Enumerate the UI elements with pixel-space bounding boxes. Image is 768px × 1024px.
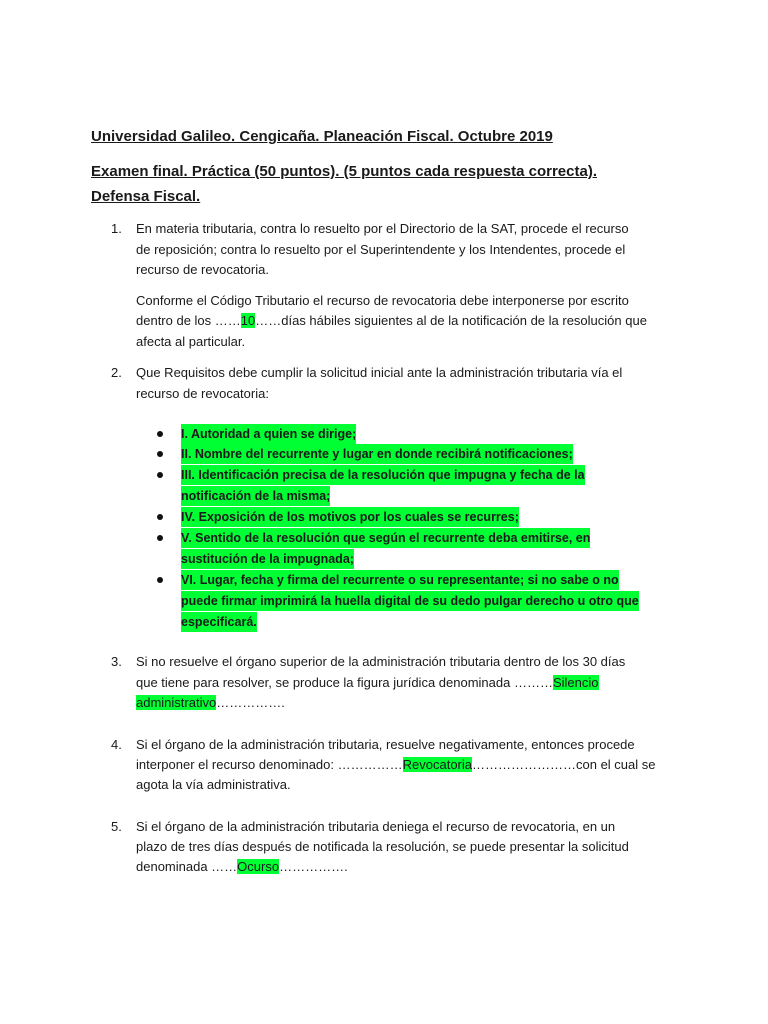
q5-line-3-after: ……………. bbox=[279, 859, 348, 874]
q5-line-1: Si el órgano de la administración tributaria deniega el recurso de revocatoria, en un bbox=[136, 819, 616, 834]
q5-line-3 bbox=[136, 857, 348, 877]
q1-p1-line-3: recurso de revocatoria. bbox=[136, 262, 269, 277]
header-line-2: Examen final. Práctica (50 puntos). (5 puntos cada respuesta correcta). bbox=[91, 163, 597, 180]
bullet-dot bbox=[157, 577, 163, 583]
q4-line-3: agota la vía administrativa. bbox=[136, 777, 291, 792]
q5-line-2: plazo de tres días después de notificada la resolución, se puede presentar la solicitud bbox=[136, 839, 629, 854]
bullet-item-6-line-3: especificará. bbox=[181, 612, 257, 632]
q4-answer-highlight: Revocatoria bbox=[402, 757, 472, 772]
q4-number: 4. bbox=[111, 737, 122, 752]
q3-number: 3. bbox=[111, 654, 122, 669]
q1-p2-before: dentro de los …… bbox=[136, 313, 241, 328]
q4-line-2-before: interponer el recurso denominado: …………… bbox=[136, 757, 403, 772]
q5-answer-highlight: Ocurso bbox=[237, 859, 280, 874]
bullet-dot bbox=[157, 514, 163, 520]
bullet-item-6-line-2: puede firmar imprimirá la huella digital de su dedo pulgar derecho u otro que bbox=[181, 591, 639, 611]
bullet-item-3-line-2: notificación de la misma; bbox=[181, 486, 330, 506]
q3-line-3-after: ……………. bbox=[216, 695, 285, 710]
bullet-dot bbox=[157, 535, 163, 541]
q2-number: 2. bbox=[111, 365, 122, 380]
bullet-item-2: II. Nombre del recurrente y lugar en donde recibirá notificaciones; bbox=[181, 444, 573, 464]
q1-p2-line-1: Conforme el Código Tributario el recurso de revocatoria debe interponerse por escrito bbox=[136, 293, 629, 308]
header-line-3: Defensa Fiscal. bbox=[91, 188, 201, 205]
q3-line-2-text: que tiene para resolver, se produce la figura jurídica denominada ……… bbox=[136, 675, 553, 690]
bullet-item-5-line-2: sustitución de la impugnada; bbox=[181, 549, 354, 569]
header-line-1: Universidad Galileo. Cengicaña. Planeación Fiscal. Octubre 2019 bbox=[91, 128, 553, 145]
q1-answer-highlight: 10 bbox=[240, 313, 256, 328]
q3-line-2 bbox=[136, 673, 599, 693]
bullet-item-6-line-1: VI. Lugar, fecha y firma del recurrente o su representante; si no sabe o no bbox=[181, 570, 619, 590]
bullet-item-5-line-1: V. Sentido de la resolución que según el recurrente deba emitirse, en bbox=[181, 528, 590, 548]
bullet-dot bbox=[157, 431, 163, 437]
bullet-dot bbox=[157, 451, 163, 457]
q4-line-2 bbox=[136, 755, 656, 775]
q4-line-1: Si el órgano de la administración tributaria, resuelve negativamente, entonces procede bbox=[136, 737, 635, 752]
bullet-dot bbox=[157, 472, 163, 478]
q3-line-1: Si no resuelve el órgano superior de la administración tributaria dentro de los 30 días bbox=[136, 654, 626, 669]
bullet-item-1: I. Autoridad a quien se dirige; bbox=[181, 424, 356, 444]
bullet-item-3-line-1: III. Identificación precisa de la resolución que impugna y fecha de la bbox=[181, 465, 585, 485]
q3-line-3 bbox=[136, 693, 285, 713]
q4-line-2-after: ……………………con el cual se bbox=[472, 757, 656, 772]
q3-answer-highlight-1: Silencio bbox=[552, 675, 599, 690]
q1-p2-line-3: afecta al particular. bbox=[136, 334, 246, 349]
q5-line-3-before: denominada …… bbox=[136, 859, 238, 874]
q5-number: 5. bbox=[111, 819, 122, 834]
q3-answer-highlight-2: administrativo bbox=[136, 695, 217, 710]
q1-number: 1. bbox=[111, 221, 122, 236]
q1-p1-line-2: de reposición; contra lo resuelto por el Superintendente y los Intendentes, procede el bbox=[136, 242, 626, 257]
q2-line-1: Que Requisitos debe cumplir la solicitud inicial ante la administración tributaria vía el bbox=[136, 365, 623, 380]
bullet-item-4: IV. Exposición de los motivos por los cuales se recurres; bbox=[181, 507, 519, 527]
q1-p2-after: ……días hábiles siguientes al de la notificación de la resolución que bbox=[255, 313, 647, 328]
q1-p2-line-2 bbox=[136, 311, 647, 331]
q1-p1-line-1: En materia tributaria, contra lo resuelto por el Directorio de la SAT, procede el recurso bbox=[136, 221, 629, 236]
q2-line-2: recurso de revocatoria: bbox=[136, 386, 269, 401]
